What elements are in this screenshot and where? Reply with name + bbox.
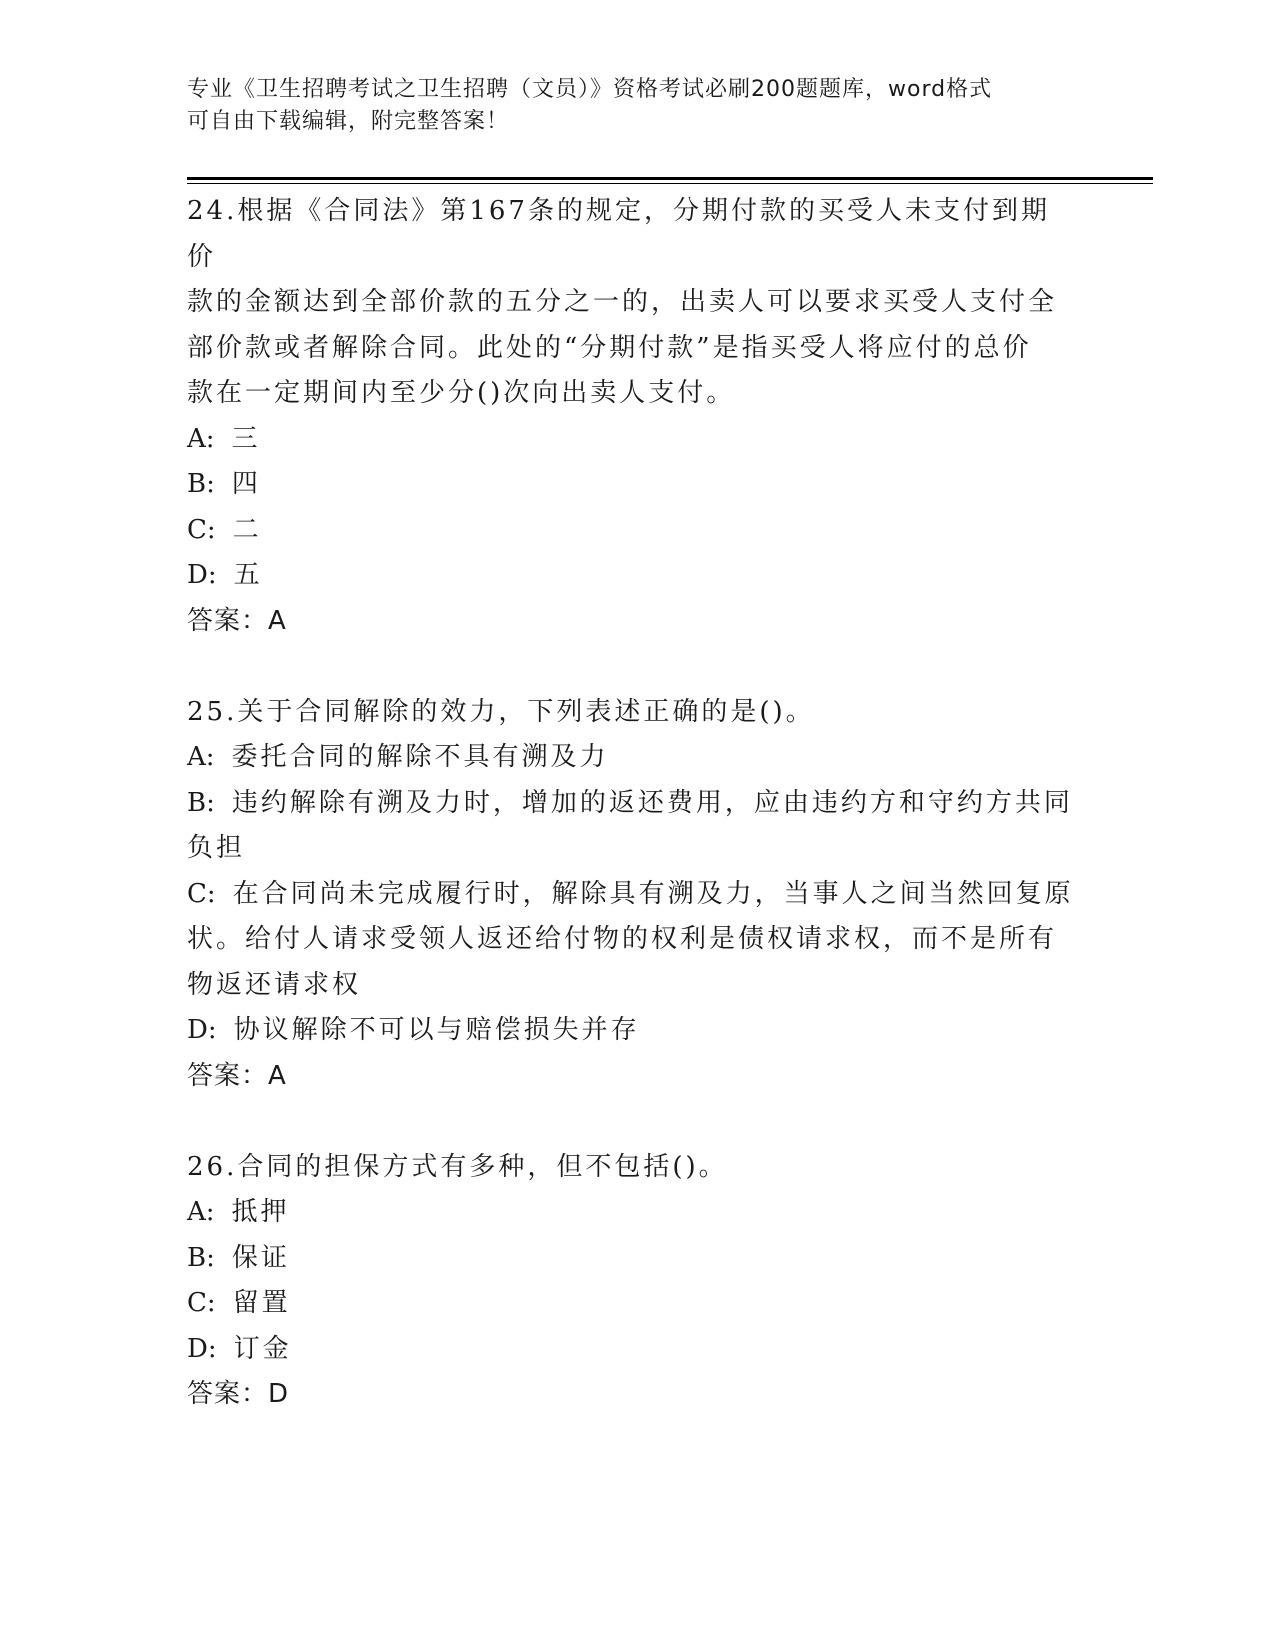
option-d [187,1327,1077,1373]
option-letter: D [187,560,208,590]
option-separator: : [205,742,218,772]
header-rule-thick [187,177,1153,180]
option-letter: A [187,742,206,772]
option-d [187,553,1077,599]
option-b [187,781,1077,827]
option-a [187,735,1077,781]
option-separator: : [206,878,219,909]
question-text-line: 款的金额达到全部价款的五分之一的，出卖人可以要求买受人支付全 [187,287,1058,317]
option-a [187,1190,1077,1236]
option-separator: : [207,1333,220,1364]
question-text-line: 25.关于合同解除的效力，下列表述正确的是()。 [187,696,815,727]
answer-line: 答案：A [187,605,287,636]
option-separator: : [205,423,218,454]
option-text: 违约解除有溯及力时，增加的返还费用，应由违约方和守约方共同 [231,787,1073,818]
option-c [187,917,1077,963]
option-separator: : [205,1197,218,1227]
option-separator: : [206,787,218,818]
option-c [187,1281,1077,1327]
question-spacer [187,1099,1077,1145]
question-text-line: 款在一定期间内至少分()次向出卖人支付。 [187,378,736,408]
option-text: 委托合同的解除不具有溯及力 [231,742,609,772]
header-rule-thin [187,183,1153,184]
question-spacer [187,644,1077,690]
option-text: 留置 [232,1288,291,1318]
option-separator: : [207,560,220,590]
option-letter: C [187,1288,207,1318]
option-c [187,508,1077,554]
option-separator: : [206,1242,218,1273]
question-text-line: 部价款或者解除合同。此处的“分期付款”是指买受人将应付的总价 [187,332,1032,363]
question-text-line: 26.合同的担保方式有多种，但不包括()。 [187,1151,728,1182]
option-letter: A [187,423,206,454]
option-b [187,1236,1077,1282]
option-letter: B [187,787,207,818]
question-list [187,189,1077,1418]
option-b [187,462,1077,508]
question-1 [187,189,1077,644]
option-d [187,1008,1077,1054]
header-line-2: 可自由下载编辑，附完整答案！ [187,109,510,134]
question-2 [187,690,1077,1100]
option-letter: A [187,1197,206,1227]
option-separator: : [207,1015,220,1045]
option-separator: : [206,469,218,499]
document-header [187,74,1067,138]
option-letter: B [187,1242,207,1273]
option-c [187,872,1077,918]
option-separator: : [206,1288,219,1318]
option-letter: C [187,878,207,909]
option-text: 三 [231,423,261,454]
option-a [187,417,1077,463]
option-text: 四 [231,469,261,499]
option-text: 协议解除不可以与赔偿损失并存 [233,1015,640,1045]
option-text: 状。给付人请求受领人返还给付物的权利是债权请求权，而不是所有 [187,924,1058,954]
question-3 [187,1145,1077,1418]
question-text-line: 24.根据《合同法》第167条的规定，分期付款的买受人未支付到期价 [187,196,1050,272]
option-letter: C [187,514,207,545]
answer-line: 答案：A [187,1060,287,1091]
option-c [187,963,1077,1009]
option-b [187,826,1077,872]
option-text: 二 [232,514,262,545]
option-text: 五 [233,560,263,590]
option-text: 抵押 [231,1197,290,1227]
option-text: 保证 [231,1242,290,1273]
option-text: 订金 [233,1333,292,1364]
answer-line: 答案：D [187,1379,290,1409]
option-letter: B [187,469,207,499]
option-text: 物返还请求权 [187,969,362,1000]
option-letter: D [187,1015,208,1045]
option-text: 在合同尚未完成履行时，解除具有溯及力，当事人之间当然回复原 [232,878,1074,909]
option-text: 负担 [187,833,246,863]
header-line-1: 专业《卫生招聘考试之卫生招聘（文员）》资格考试必刷200题题库，word格式 [187,77,993,102]
option-letter: D [187,1333,208,1364]
option-separator: : [206,514,219,545]
